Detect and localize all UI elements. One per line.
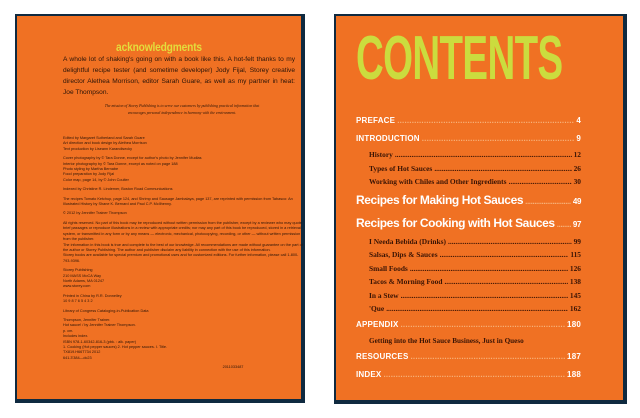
toc-entry-label: Small Foods: [369, 263, 408, 273]
toc-entry-label: I Needa Bebida (Drinks): [369, 236, 446, 246]
toc-page-number: 12: [573, 150, 581, 159]
toc-page-number: 180: [567, 319, 581, 329]
credit-paragraph: All rights reserved. No part of this book may be reproduced without written permission from the publisher, except by a reviewer who may quote brief passages or reproduce illustrations in a review with appropriate credits; nor may any part of this book be reproduced, stored in a retrieval system, or transmitted in any form or by any means — electronic, mechanical, photocopying, recording, or other — without written permission from the publisher. The information in this book is true and complete to the best of our knowledge. All recommendations are made without guarantee on the part of the author or Storey Publishing. The author and publisher disclaim any liability in connection with the use of this information. Storey books are available for special premium and promotional uses and for customized editions. For further information, please call 1-800-793-9396.: [63, 220, 303, 263]
dot-leader: [440, 248, 569, 262]
toc-page-number: 97: [572, 219, 581, 229]
toc-page-number: 115: [570, 250, 581, 259]
toc-entry-label: In a Stew: [369, 290, 399, 300]
dot-leader: [395, 148, 572, 162]
toc-page-number: 99: [573, 236, 581, 246]
toc-entry[interactable]: [356, 212, 581, 235]
toc-entry-label: Tacos & Morning Food: [369, 277, 443, 286]
table-of-contents: [356, 112, 581, 384]
toc-entry[interactable]: [356, 316, 581, 334]
toc-page-number: 4: [576, 116, 581, 125]
toc-entry[interactable]: [356, 275, 581, 289]
toc-entry[interactable]: [356, 175, 581, 189]
toc-entry[interactable]: [356, 334, 581, 348]
toc-entry-label: RESOURCES: [356, 351, 409, 361]
catalog-code: 2011033487: [222, 365, 244, 370]
toc-entry[interactable]: [356, 289, 581, 303]
toc-page-number: 126: [569, 263, 581, 273]
toc-page-number: 188: [567, 369, 581, 379]
credit-paragraph: Thompson, Jennifer Trainer. Hot sauce! / by Jennifer Trainer Thompson. p. cm. Includes index. ISBN 978-1-60342-816-3 (pbk. : alk. paper) 1. Cooking (Hot pepper sauces) 2. Hot pepper sauces. I. Title. TX819.H66T734 2012 641.3'384—dc23: [63, 317, 168, 360]
toc-entry-label: Working with Chiles and Other Ingredients: [369, 177, 507, 186]
toc-entry[interactable]: [356, 348, 581, 366]
acknowledgments-text: A whole lot of shaking's going on with a book like this. A hot-felt thanks to my delightful recipe tester (and sometime developer) Jody Fijal, Storey creative director Alethea Morrison, editor Sarah Guare, as well as my partner in heat: Joe Thompson.: [63, 56, 295, 96]
toc-entry-label: Salsas, Dips & Sauces: [369, 250, 438, 259]
toc-entry[interactable]: [356, 148, 581, 162]
dot-leader: [509, 175, 572, 189]
toc-page-number: 49: [572, 196, 581, 206]
toc-entry[interactable]: [356, 235, 581, 249]
credit-paragraph: Storey Publishing 210 MASS MoCA Way North Adams, MA 01247 www.storey.com: [63, 268, 105, 289]
dot-leader: [557, 213, 571, 236]
credit-paragraph: © 2012 by Jennifer Trainer Thompson: [63, 211, 127, 216]
credit-paragraph: Edited by Margaret Sutherland and Sarah Guare Art direction and book design by Alethea Morrison Text production by Liseann Karandisecky: [63, 136, 147, 151]
toc-entry-label: Recipes for Cooking with Hot Sauces: [356, 215, 555, 230]
dot-leader: [444, 275, 567, 289]
dot-leader: [383, 366, 565, 384]
toc-page-number: 30: [573, 177, 581, 186]
toc-entry-label: INDEX: [356, 369, 382, 379]
toc-page-number: 162: [569, 304, 581, 313]
dot-leader: [448, 235, 572, 249]
toc-entry-label: History: [369, 150, 393, 159]
toc-entry[interactable]: [356, 189, 581, 212]
dot-leader: [525, 190, 571, 213]
credit-paragraph: The recipes Tomato Ketchup, page 124, and Shrimp and Sausage Jambalaya, page 137, are reprinted with permission from Tabasco: An Illustrated History by Shane K. Bernard and Paul C.P. McIlhenny.: [63, 196, 293, 207]
toc-entry[interactable]: [356, 130, 581, 148]
toc-entry-label: Getting into the Hot Sauce Business, Just in Queso: [369, 336, 524, 345]
toc-page-number: 9: [576, 134, 581, 143]
toc-entry[interactable]: [356, 302, 581, 316]
toc-entry-label: 'Que: [369, 304, 385, 313]
dot-leader: [410, 262, 568, 276]
toc-entry-label: APPENDIX: [356, 319, 399, 329]
toc-entry[interactable]: [356, 248, 581, 262]
acknowledgments-heading: acknowledgments: [116, 40, 202, 54]
toc-entry-label: Recipes for Making Hot Sauces: [356, 192, 524, 207]
toc-page-number: 145: [569, 290, 581, 300]
dot-leader: [410, 348, 565, 366]
credit-paragraph: Library of Congress Cataloging-in-Publication Data: [63, 308, 149, 313]
toc-entry[interactable]: [356, 162, 581, 176]
dot-leader: [401, 289, 568, 303]
toc-page-number: 138: [569, 277, 581, 286]
credit-paragraph: Printed in China by R.R. Donnelley 10 9 8 7 6 5 4 3 2: [63, 293, 122, 304]
credits-block: [63, 136, 303, 375]
contents-page: [334, 14, 627, 404]
credit-paragraph: Cover photography by © Tara Donne, except for author's photo by Jennifer Mudlas Interior photography by © Tara Donne, except as noted on page 188 Photo styling by Martha Bernabe Food preparation by Jody Fijal Color map, page 14, by © John Coulter: [63, 156, 202, 182]
toc-entry[interactable]: [356, 262, 581, 276]
credit-paragraph: Indexed by Christine R. Lindemer, Boston Road Communications: [63, 187, 173, 192]
toc-entry[interactable]: [356, 366, 581, 384]
toc-page-number: 187: [567, 351, 581, 361]
toc-page-number: 26: [573, 163, 581, 173]
toc-entry-label: PREFACE: [356, 116, 396, 125]
contents-title: CONTENTS: [356, 24, 563, 93]
dot-leader: [401, 316, 566, 334]
dot-leader: [422, 130, 575, 148]
toc-entry[interactable]: [356, 112, 581, 130]
dot-leader: [397, 112, 574, 130]
dot-leader: [386, 302, 568, 316]
toc-entry-label: INTRODUCTION: [356, 134, 420, 143]
mission-statement: The mission of Storey Publishing is to serve our customers by publishing practical information that encourages personal independence in harmony with the environment.: [104, 104, 260, 115]
toc-entry-label: Types of Hot Sauces: [369, 163, 433, 173]
dot-leader: [434, 162, 571, 176]
copyright-page: [15, 14, 305, 403]
